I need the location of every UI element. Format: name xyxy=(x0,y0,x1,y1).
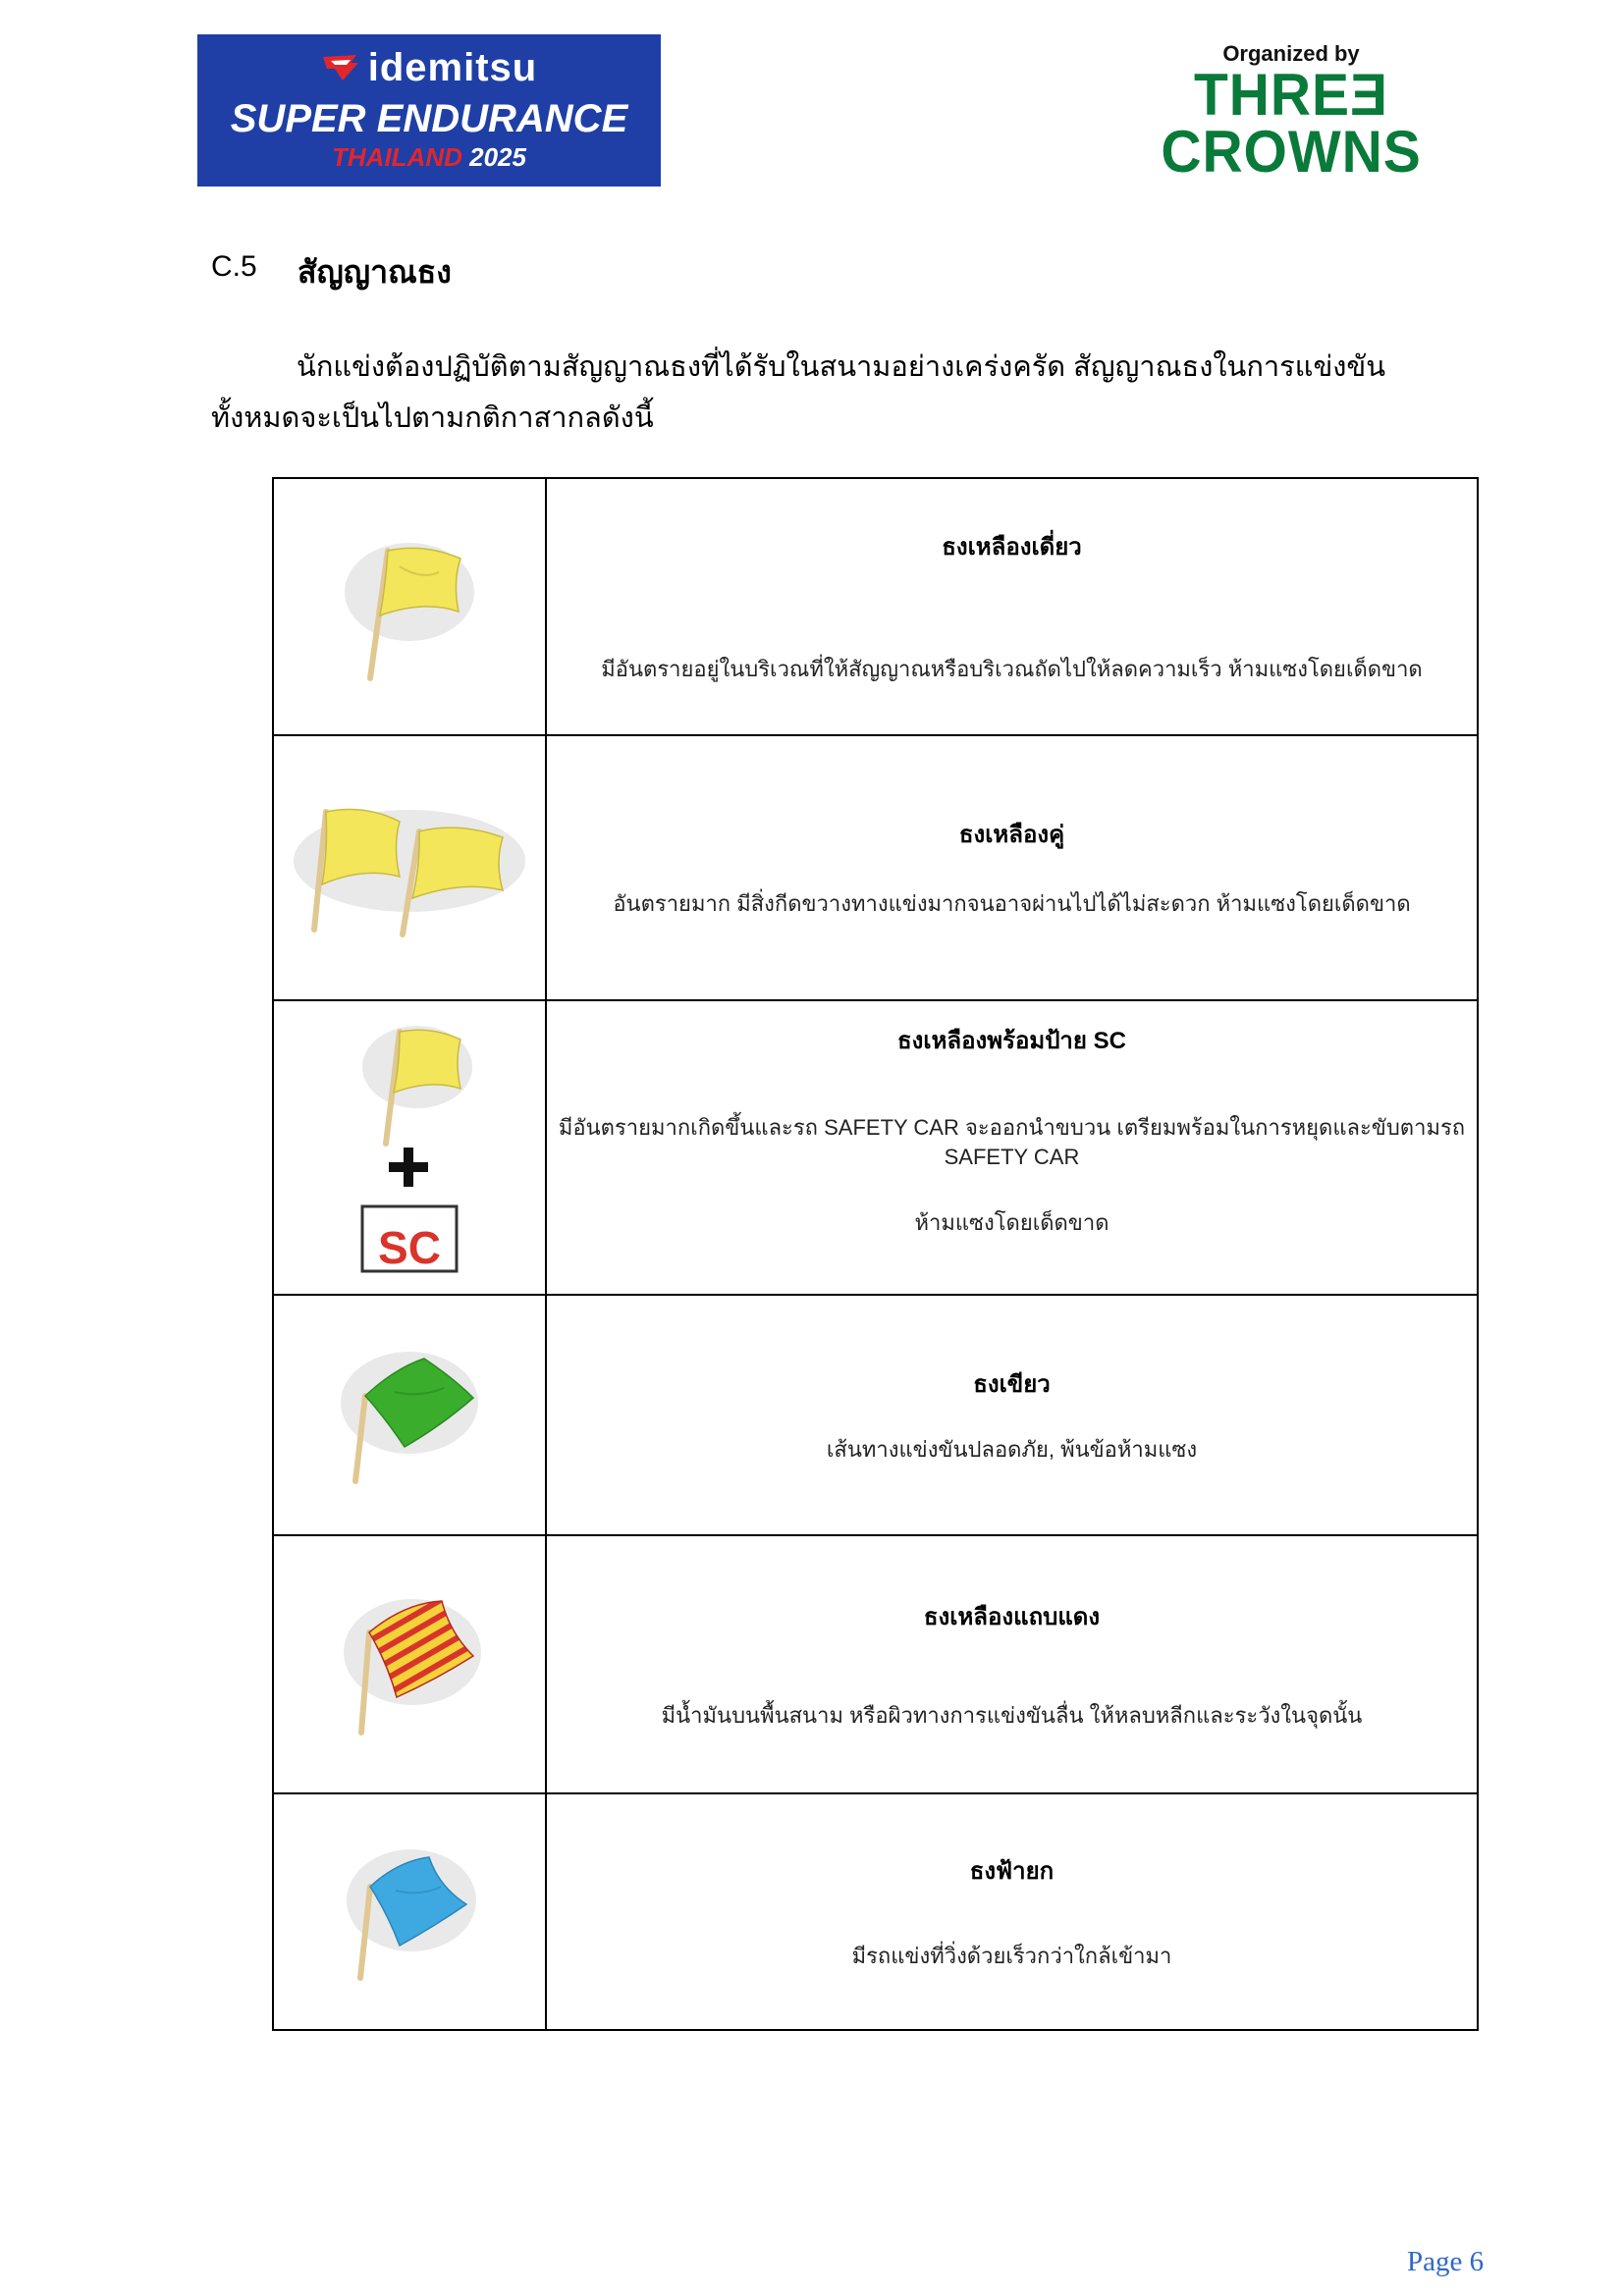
flag-image-cell xyxy=(273,1793,546,2030)
table-row xyxy=(273,1000,1478,1295)
section-number: C.5 xyxy=(211,250,257,283)
flag-image-cell xyxy=(273,1000,546,1295)
flag-image-cell xyxy=(273,735,546,1000)
idemitsu-super-endurance-logo xyxy=(197,34,661,187)
green-flag-icon xyxy=(326,1473,493,1490)
flag-name: ธงเหลืองเดี่ยว xyxy=(942,534,1082,561)
sc-sign-text: SC xyxy=(378,1221,441,1273)
country-name: THAILAND xyxy=(332,142,462,172)
organizer-name-line2: CROWNS xyxy=(1161,119,1422,185)
flag-text-cell xyxy=(546,478,1478,735)
organized-by-label: Organized by xyxy=(1222,41,1360,66)
double-yellow-flag-icon xyxy=(287,927,532,943)
flag-description-2: ห้ามแซงโดยเด็ดขาด xyxy=(914,1210,1109,1235)
flag-description: อันตรายมาก มีสิ่งกีดขวางทางแข่งมากจนอาจผ่านไปได้ไม่สะดวก ห้ามแซงโดยเด็ดขาด xyxy=(613,891,1411,916)
flag-description: มีน้ำมันบนพื้นสนาม หรือผิวทางการแข่งขันลื่น ให้หลบหลีกและระวังในจุดนั้น xyxy=(661,1702,1363,1728)
flag-signals-table xyxy=(272,477,1479,2031)
idemitsu-wing-icon xyxy=(321,48,360,92)
brand-name: idemitsu xyxy=(367,46,538,89)
event-year: 2025 xyxy=(469,142,526,172)
page-number: Page 6 xyxy=(1407,2246,1485,2277)
series-name: SUPER ENDURANCE xyxy=(230,97,628,140)
flag-name: ธงเขียว xyxy=(973,1370,1051,1398)
flag-description: มีอันตรายอยู่ในบริเวณที่ให้สัญญาณหรือบริเวณถัดไปให้ลดความเร็ว ห้ามแซงโดยเด็ดขาด xyxy=(601,657,1423,681)
flag-text-cell xyxy=(546,1295,1478,1535)
single-yellow-flag-icon xyxy=(331,675,488,692)
organizer-logo xyxy=(1129,41,1453,185)
flag-name: ธงเหลืองคู่ xyxy=(958,822,1065,848)
table-row xyxy=(273,1295,1478,1535)
table-row xyxy=(273,735,1478,1000)
intro-line-1: นักแข่งต้องปฏิบัติตามสัญญาณธงที่ได้รับในสนามอย่างเคร่งครัด สัญญาณธงในการแข่งขัน xyxy=(297,351,1386,383)
table-row xyxy=(273,1793,1478,2030)
flag-description: เส้นทางแข่งขันปลอดภัย, พ้นข้อห้ามแซง xyxy=(826,1436,1198,1462)
blue-flag-icon xyxy=(331,1970,488,1987)
flag-text-cell xyxy=(546,1535,1478,1793)
flag-image-cell xyxy=(273,1535,546,1793)
intro-paragraph xyxy=(211,342,1429,444)
section-title: สัญญาณธง xyxy=(298,254,452,290)
flag-description: มีอันตรายมากเกิดขึ้นและรถ SAFETY CAR จะออกนำขบวน เตรียมพร้อมในการหยุดและขับตามรถ SAFETY CAR xyxy=(558,1115,1466,1169)
flag-name: ธงเหลืองแถบแดง xyxy=(923,1603,1101,1630)
organizer-name-line1: THREƎ xyxy=(1194,62,1388,128)
flag-name: ธงฟ้ายก xyxy=(969,1857,1055,1885)
flag-name: ธงเหลืองพร้อมป้าย SC xyxy=(897,1028,1126,1054)
flag-image-cell xyxy=(273,1295,546,1535)
table-row xyxy=(273,478,1478,735)
flag-description: มีรถแข่งที่วิ่งด้วยเร็วกว่าใกล้เข้ามา xyxy=(851,1943,1172,1968)
yellow-red-striped-flag-icon xyxy=(326,1728,493,1744)
yellow-flag-safety-car-icon xyxy=(274,1217,545,1278)
table-row xyxy=(273,1535,1478,1793)
flag-text-cell xyxy=(546,1000,1478,1295)
flag-text-cell xyxy=(546,1793,1478,2030)
flag-image-cell xyxy=(273,478,546,735)
flag-text-cell xyxy=(546,735,1478,1000)
intro-line-2: ทั้งหมดจะเป็นไปตามกติกาสากลดังนี้ xyxy=(211,402,654,434)
